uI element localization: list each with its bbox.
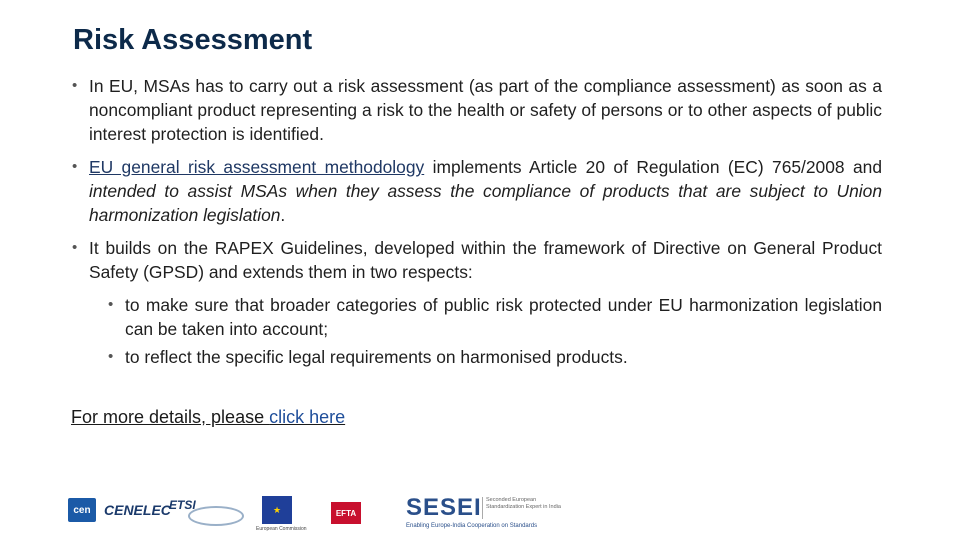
sub-bullet-1 bbox=[108, 293, 882, 341]
sesei-wordmark: SESEI bbox=[406, 494, 482, 521]
etsi-logo: ETSI bbox=[169, 498, 196, 512]
more-details bbox=[71, 407, 345, 428]
bullet-3 bbox=[72, 236, 882, 284]
sub-bullet-2 bbox=[108, 345, 882, 369]
sesei-tagline: Enabling Europe-India Cooperation on Standards bbox=[406, 523, 538, 529]
cenelec-logo: CENELEC bbox=[104, 502, 171, 518]
bullet-1-text: In EU, MSAs has to carry out a risk assessment (as part of the compliance assessment) as soon as a noncompliant product representing a risk to the health or safety of persons or to other aspects of public interest protection is identified. bbox=[89, 76, 882, 144]
sesei-divider bbox=[482, 497, 483, 519]
click-here-link[interactable]: click here bbox=[269, 407, 346, 427]
partner-logos bbox=[68, 494, 568, 534]
bullet-2-text: implements Article 20 of Regulation (EC) 765/2008 and bbox=[424, 157, 882, 177]
sub-bullet-2-text: to reflect the specific legal requirements on harmonised products. bbox=[125, 347, 628, 367]
bullet-1 bbox=[72, 74, 882, 146]
bullet-2-italic: intended to assist MSAs when they assess the compliance of products that are subject to Union harmonization legislation bbox=[89, 181, 882, 225]
details-prefix: For more details, please bbox=[71, 407, 270, 427]
bullet-2-end: . bbox=[280, 205, 286, 225]
sesei-subtitle: Seconded European Standardization Expert in India bbox=[486, 497, 561, 510]
methodology-link[interactable]: EU general risk assessment methodology bbox=[89, 157, 425, 177]
efta-logo: EFTA bbox=[331, 502, 361, 524]
sub-bullet-1-text: to make sure that broader categories of public risk protected under EU harmonization legislation can be taken into account; bbox=[125, 295, 882, 339]
cen-logo: cen bbox=[68, 498, 96, 522]
eu-flag-icon: ★ bbox=[262, 496, 292, 524]
bullet-3-text: It builds on the RAPEX Guidelines, developed within the framework of Directive on General Product Safety (GPSD) and extends them in two respects: bbox=[89, 238, 882, 282]
page-title: Risk Assessment bbox=[73, 24, 313, 56]
eu-label: European Commission bbox=[256, 526, 307, 532]
bullet-2 bbox=[72, 155, 882, 227]
sesei-logo bbox=[406, 494, 561, 534]
content-body bbox=[72, 74, 882, 373]
etsi-rings-icon bbox=[188, 506, 244, 526]
